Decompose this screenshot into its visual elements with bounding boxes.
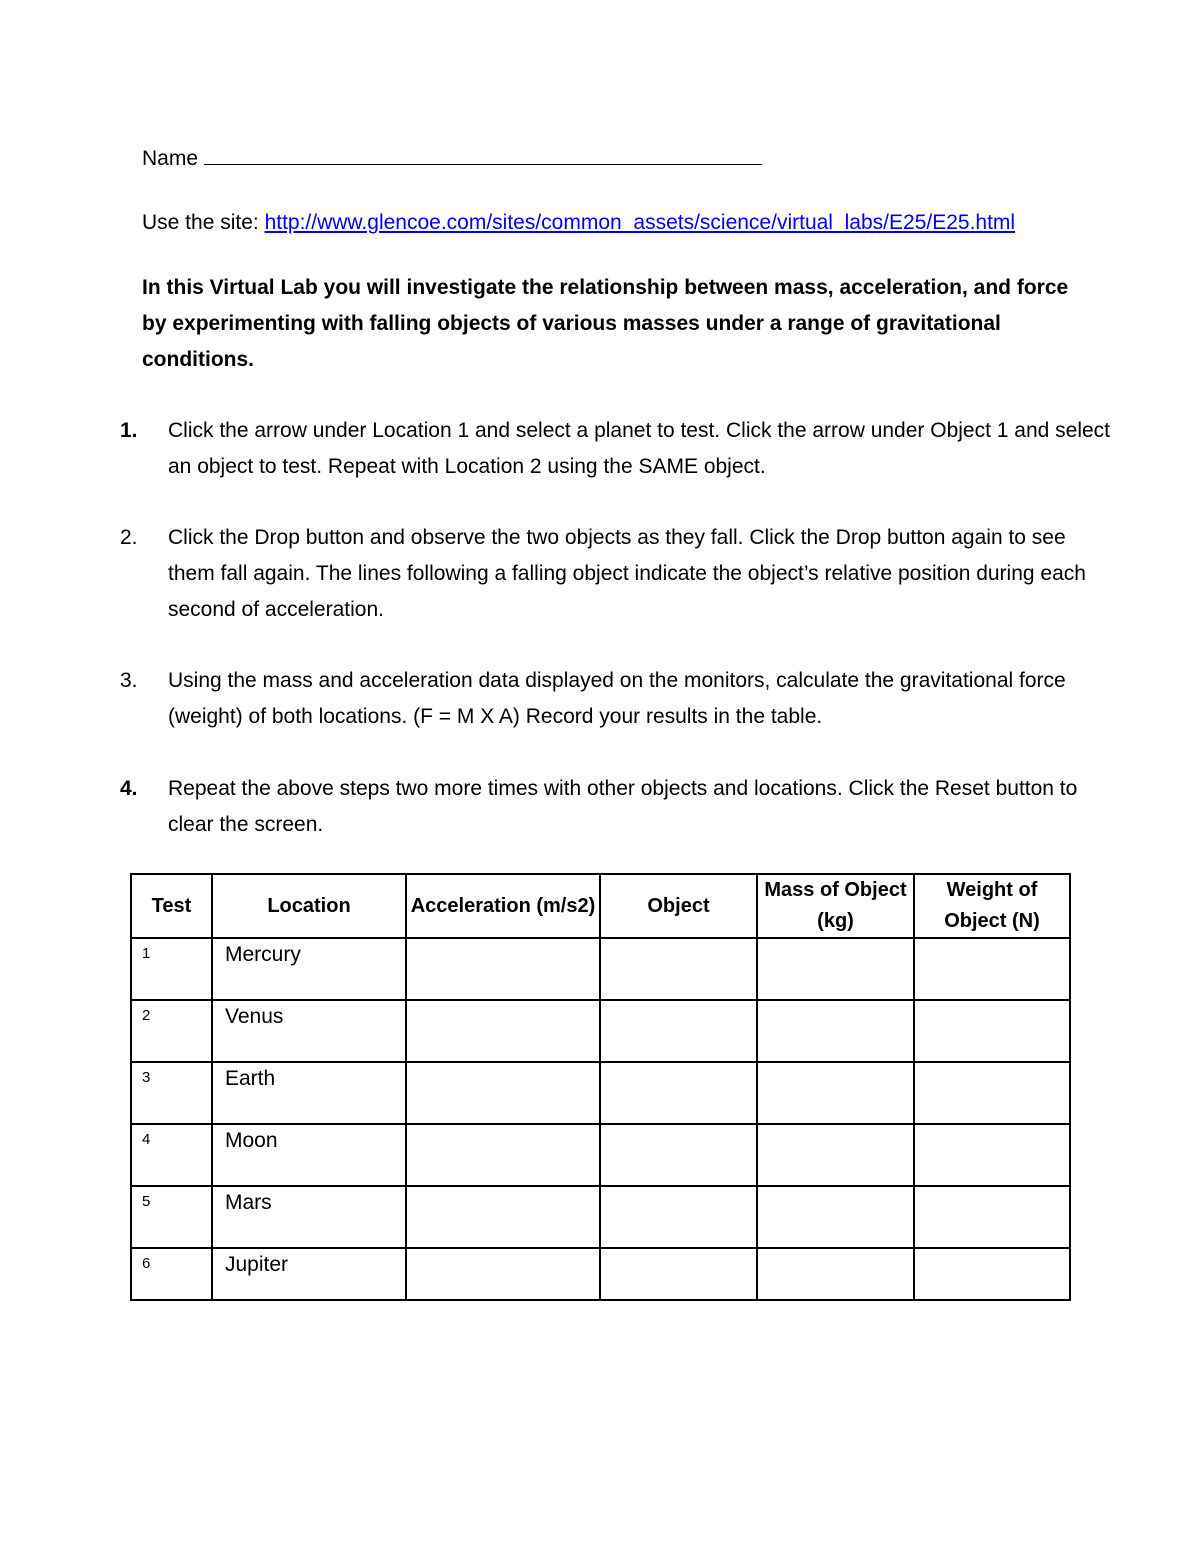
step-item: [120, 663, 1120, 735]
object-cell[interactable]: [600, 1124, 757, 1186]
weight-cell[interactable]: [914, 1062, 1070, 1124]
intro-paragraph: In this Virtual Lab you will investigate the relationship between mass, acceleration, and force by experimenting with falling objects of various masses under a range of gravitational conditions.: [142, 276, 1069, 371]
mass-cell[interactable]: [757, 1062, 914, 1124]
location-cell: [212, 938, 406, 1000]
weight-cell[interactable]: [914, 1186, 1070, 1248]
step-text: Click the arrow under Location 1 and select a planet to test. Click the arrow under Object 1 and select an object to test. Repeat with Location 2 using the SAME object.: [168, 419, 1111, 478]
mass-cell[interactable]: [757, 1124, 914, 1186]
step-item: [120, 520, 1120, 628]
header-weight: Weight of Object (N): [914, 874, 1070, 938]
mass-cell[interactable]: [757, 1000, 914, 1062]
header-acceleration: Acceleration (m/s2): [406, 874, 600, 938]
step-text: Using the mass and acceleration data displayed on the monitors, calculate the gravitational force (weight) of both locations. (F = M X A) Record your results in the table.: [168, 669, 1066, 728]
test-number: 6: [142, 1255, 151, 1272]
step-number: 1.: [120, 419, 138, 442]
weight-cell[interactable]: [914, 938, 1070, 1000]
acceleration-cell[interactable]: [406, 1062, 600, 1124]
acceleration-cell[interactable]: [406, 938, 600, 1000]
mass-cell[interactable]: [757, 938, 914, 1000]
acceleration-cell[interactable]: [406, 1000, 600, 1062]
test-cell: [131, 1124, 212, 1186]
step-item: [120, 771, 1120, 843]
acceleration-cell[interactable]: [406, 1186, 600, 1248]
object-cell[interactable]: [600, 938, 757, 1000]
table-row: [131, 1248, 1070, 1300]
step-text: Repeat the above steps two more times with other objects and locations. Click the Reset button to clear the screen.: [168, 777, 1078, 836]
name-blank-line[interactable]: [204, 140, 762, 165]
location-cell: [212, 1186, 406, 1248]
object-cell[interactable]: [600, 1000, 757, 1062]
weight-cell[interactable]: [914, 1000, 1070, 1062]
name-row: [142, 140, 762, 177]
table-row: [131, 938, 1070, 1000]
site-prefix: Use the site:: [142, 211, 265, 234]
test-number: 5: [142, 1193, 151, 1210]
location-cell: [212, 1062, 406, 1124]
location-name: Mercury: [225, 943, 301, 966]
location-name: Venus: [225, 1005, 284, 1028]
acceleration-cell[interactable]: [406, 1124, 600, 1186]
weight-cell[interactable]: [914, 1248, 1070, 1300]
step-text: Click the Drop button and observe the two objects as they fall. Click the Drop button again to see them fall again. The lines following a falling object indicate the object’s relative position during each second of acceleration.: [168, 526, 1086, 621]
step-item: [120, 413, 1120, 485]
header-location: Location: [212, 874, 406, 938]
test-cell: [131, 1000, 212, 1062]
test-number: 3: [142, 1069, 151, 1086]
mass-cell[interactable]: [757, 1186, 914, 1248]
table-header-row: [131, 874, 1070, 938]
results-table: [130, 873, 1071, 1301]
location-name: Jupiter: [225, 1253, 289, 1276]
step-number: 4.: [120, 777, 138, 800]
test-cell: [131, 1186, 212, 1248]
test-cell: [131, 1062, 212, 1124]
test-cell: [131, 1248, 212, 1300]
mass-cell[interactable]: [757, 1248, 914, 1300]
test-cell: [131, 938, 212, 1000]
object-cell[interactable]: [600, 1248, 757, 1300]
header-object: Object: [600, 874, 757, 938]
name-label: Name: [142, 147, 199, 170]
location-cell: [212, 1000, 406, 1062]
table-row: [131, 1186, 1070, 1248]
location-name: Moon: [225, 1129, 278, 1152]
object-cell[interactable]: [600, 1062, 757, 1124]
location-name: Earth: [225, 1067, 276, 1090]
test-number: 2: [142, 1007, 151, 1024]
test-number: 4: [142, 1131, 151, 1148]
acceleration-cell[interactable]: [406, 1248, 600, 1300]
table-row: [131, 1062, 1070, 1124]
table-row: [131, 1124, 1070, 1186]
header-mass: Mass of Object (kg): [757, 874, 914, 938]
site-row: [142, 205, 1015, 241]
location-name: Mars: [225, 1191, 272, 1214]
test-number: 1: [142, 945, 151, 962]
table-row: [131, 1000, 1070, 1062]
header-test: Test: [131, 874, 212, 938]
site-link[interactable]: http://www.glencoe.com/sites/common_assets/science/virtual_labs/E25/E25.html: [264, 211, 1016, 234]
location-cell: [212, 1248, 406, 1300]
object-cell[interactable]: [600, 1186, 757, 1248]
step-number: 2.: [120, 526, 138, 549]
step-number: 3.: [120, 669, 138, 692]
weight-cell[interactable]: [914, 1124, 1070, 1186]
location-cell: [212, 1124, 406, 1186]
